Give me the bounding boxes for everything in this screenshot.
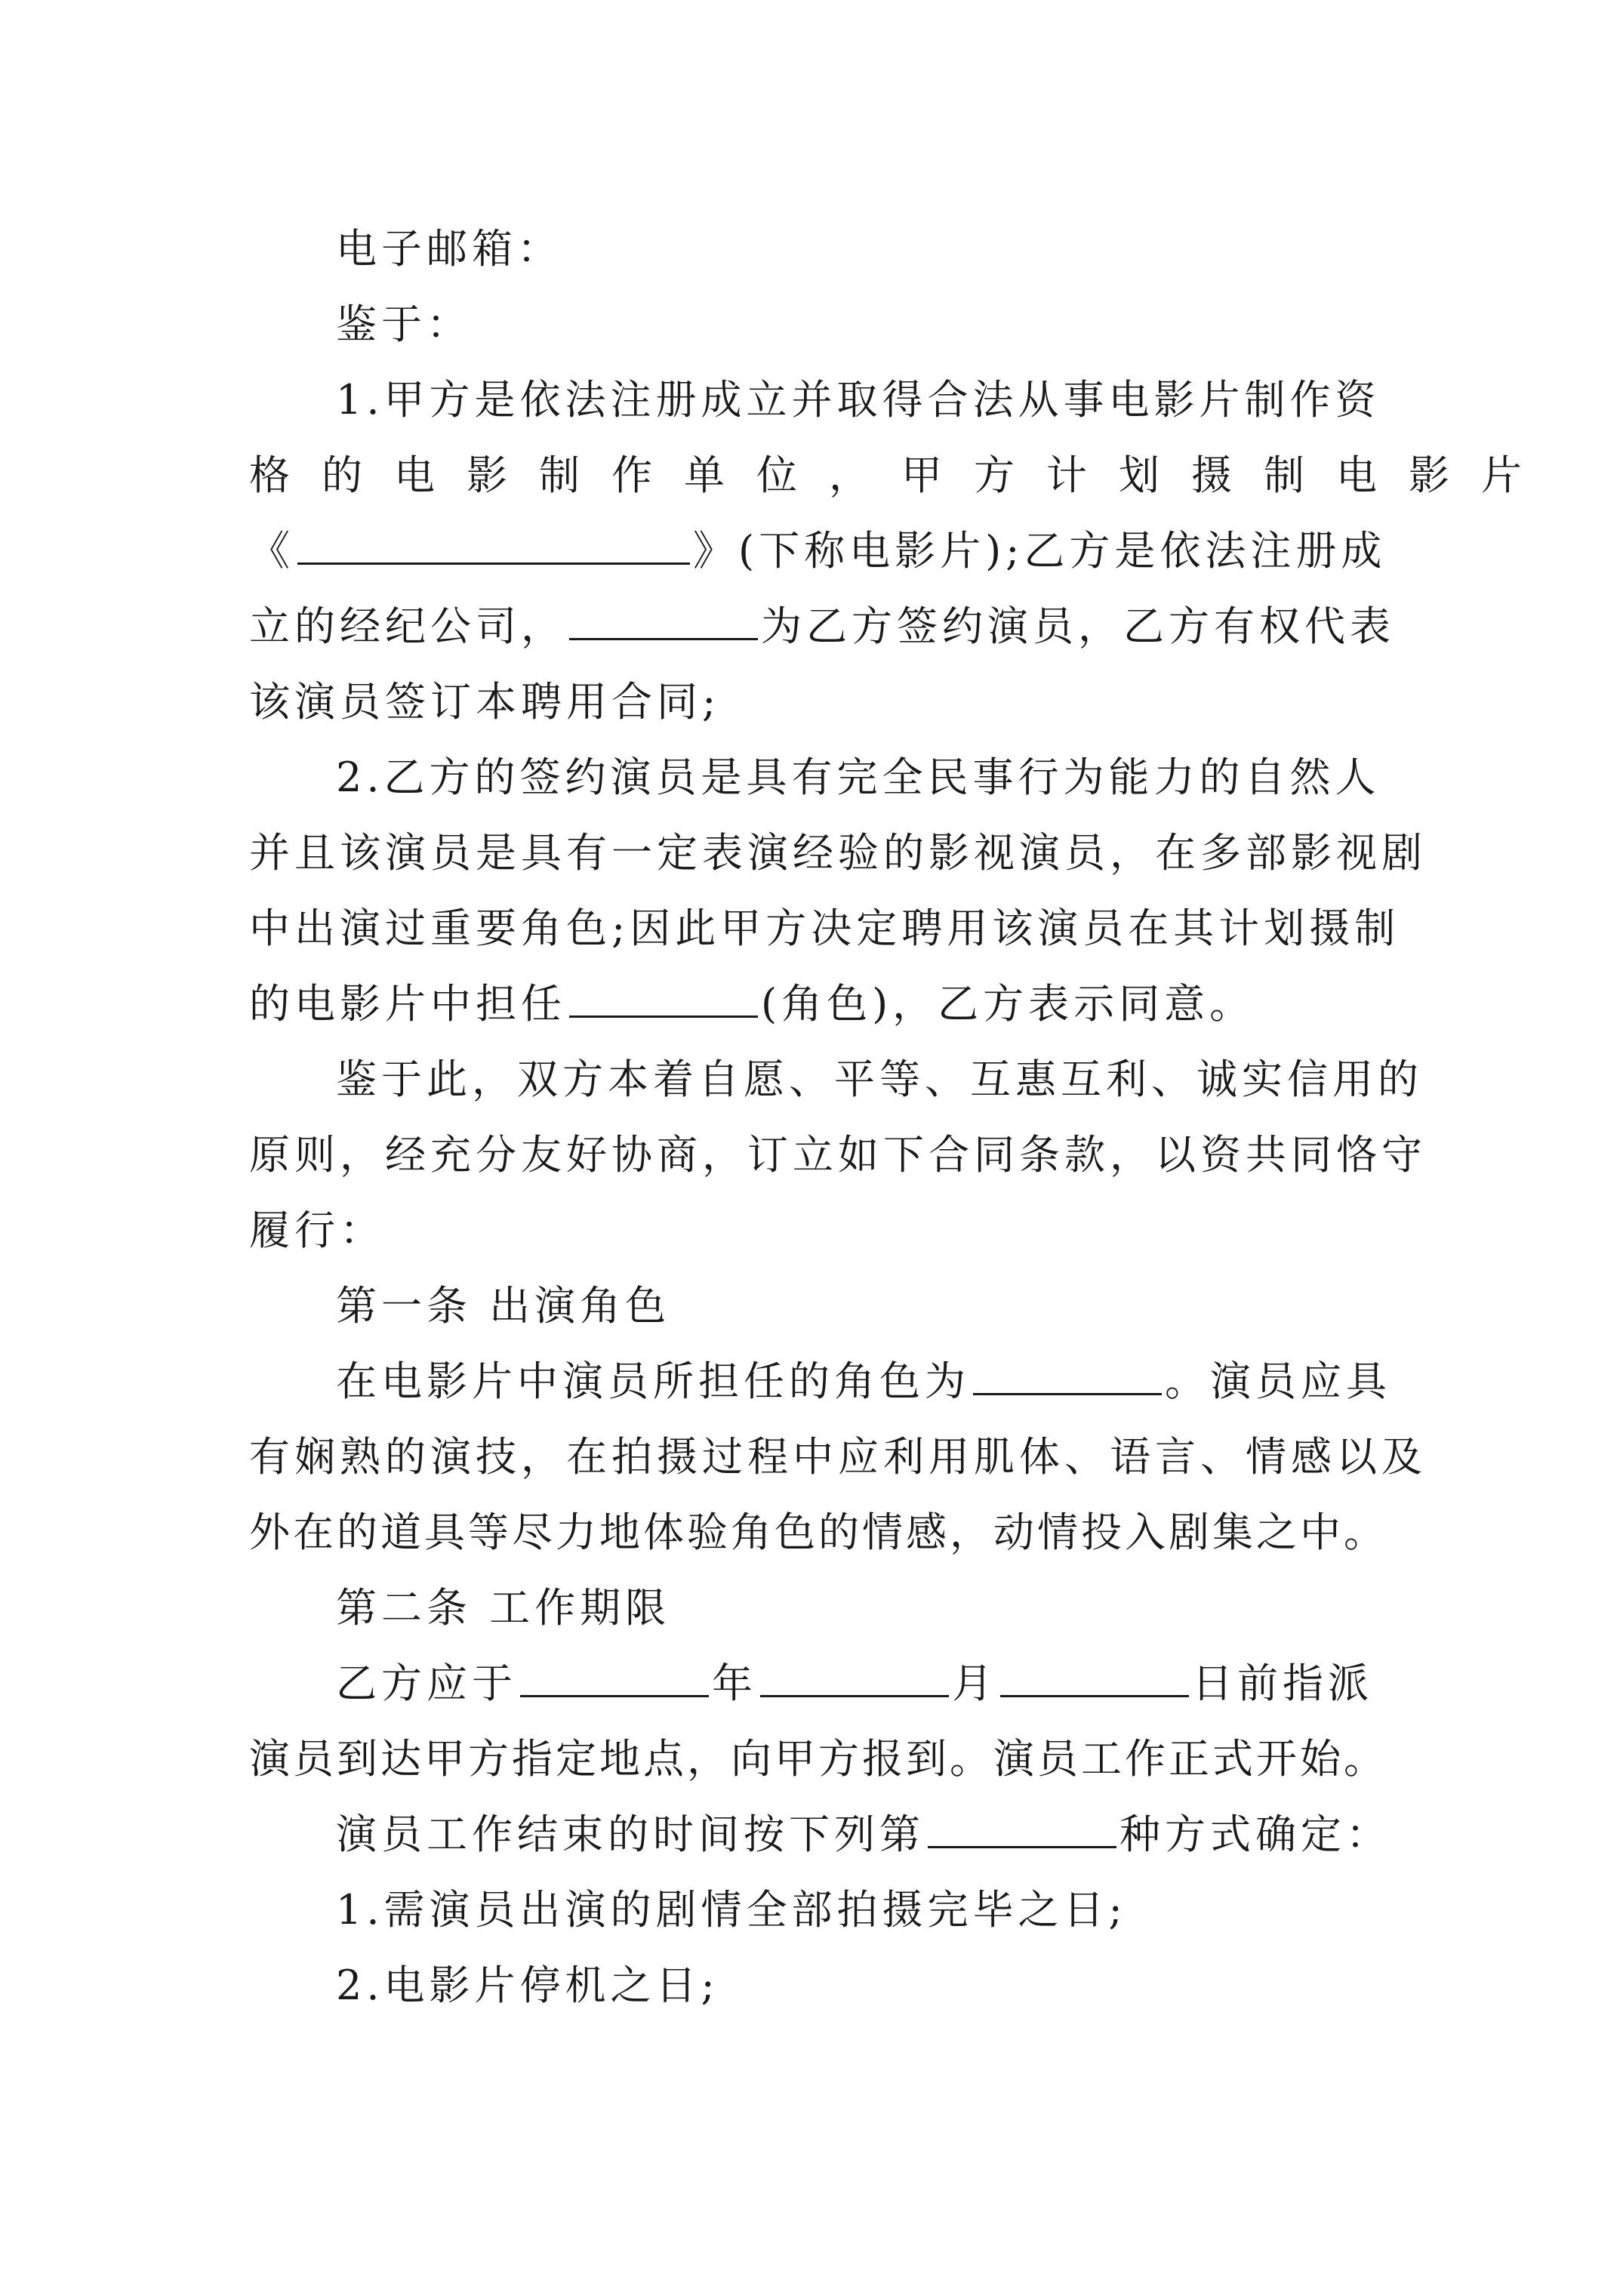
- whereas-label: 鉴于：: [336, 300, 472, 348]
- clause2-line1: 2.乙方的签约演员是具有完全民事行为能力的自然人: [336, 754, 1381, 801]
- report-text: 乙方应于: [336, 1660, 517, 1707]
- month-label: 月: [952, 1660, 997, 1707]
- intro-paragraph: [249, 1042, 1423, 1117]
- intro-line1: 鉴于此，双方本着自愿、平等、互惠互利、诚实信用的: [336, 1056, 1423, 1103]
- clause2-line3: 中出演过重要角色;因此甲方决定聘用该演员在其计划摄制: [249, 905, 1400, 952]
- clause2-line4: [249, 966, 1381, 1042]
- article2-end-method: [249, 1797, 1391, 1872]
- article1-role-text: 在电影片中演员所担任的角色为: [336, 1358, 970, 1405]
- article1-role-post: 。演员应具: [1165, 1358, 1391, 1405]
- clause1-line1: 1.甲方是依法注册成立并取得合法从事电影片制作资: [336, 376, 1381, 424]
- end-method-post: 种方式确定：: [1119, 1811, 1391, 1858]
- actor-signing-text: 为乙方签约演员，乙方有权代表: [761, 603, 1395, 650]
- intro-line2: 原则，经充分友好协商，订立如下合同条款，以资共同恪守: [249, 1131, 1427, 1179]
- month-blank: [760, 1648, 949, 1697]
- clause1-line2: 格的电影制作单位，甲方计划摄制电影片: [249, 451, 1554, 499]
- email-label: 电子邮箱：: [336, 225, 562, 273]
- end-method-text: 演员工作结束的时间按下列第: [336, 1811, 925, 1858]
- role-blank: [569, 969, 758, 1018]
- article1-line1: [249, 1344, 1391, 1419]
- year-blank: [520, 1648, 709, 1697]
- intro-line3: 履行：: [249, 1207, 385, 1254]
- article1-line2: 有娴熟的演技，在拍摄过程中应利用肌体、语言、情感以及: [249, 1433, 1427, 1481]
- whereas-clause-1: [249, 362, 1381, 438]
- clause1-line4: [249, 589, 1395, 664]
- end-option-2: 2.电影片停机之日;: [336, 1962, 719, 2009]
- whereas-clause-2-cont: [249, 815, 1427, 1042]
- end-option-1: 1.需演员出演的剧情全部拍摄完毕之日;: [336, 1886, 1127, 1934]
- article1-body-cont: [249, 1419, 1427, 1570]
- article2-body-cont: [249, 1721, 1387, 1797]
- film-title-blank: [297, 516, 690, 565]
- book-title-close: 》(下称电影片);乙方是依法注册成: [693, 527, 1387, 575]
- article1-line3: 外在的道具等尽力地体验角色的情感，动情投入剧集之中。: [249, 1509, 1387, 1556]
- book-title-open: 《: [249, 527, 294, 575]
- whereas-clause-1-cont: [249, 438, 1554, 740]
- clause1-line3: [249, 513, 1387, 589]
- article2-body: [249, 1646, 1381, 1721]
- actor-name-blank: [569, 591, 758, 640]
- role-text: 的电影片中担任: [249, 980, 566, 1028]
- clause2-line2: 并且该演员是具有一定表演经验的影视演员，在多部影视剧: [249, 829, 1427, 877]
- article2-line1: [249, 1646, 1381, 1721]
- article1-role-blank: [973, 1346, 1162, 1395]
- contract-body: [249, 211, 1554, 2023]
- day-blank: [1000, 1648, 1189, 1697]
- article2-title: 第二条 工作期限: [336, 1584, 671, 1632]
- end-method-line: [249, 1797, 1391, 1872]
- agency-text: 立的经纪公司，: [249, 603, 566, 650]
- article1-body: [249, 1344, 1391, 1419]
- clause1-line5: 该演员签订本聘用合同;: [249, 678, 721, 726]
- article2-line2: 演员到达甲方指定地点，向甲方报到。演员工作正式开始。: [249, 1735, 1387, 1783]
- role-agree-text: (角色)，乙方表示同意。: [761, 980, 1255, 1028]
- method-number-blank: [928, 1799, 1116, 1848]
- article1-title: 第一条 出演角色: [336, 1282, 671, 1330]
- year-label: 年: [712, 1660, 757, 1707]
- day-label: 日前指派: [1192, 1660, 1373, 1707]
- intro-paragraph-cont: [249, 1117, 1427, 1268]
- whereas-clause-2: [249, 740, 1381, 815]
